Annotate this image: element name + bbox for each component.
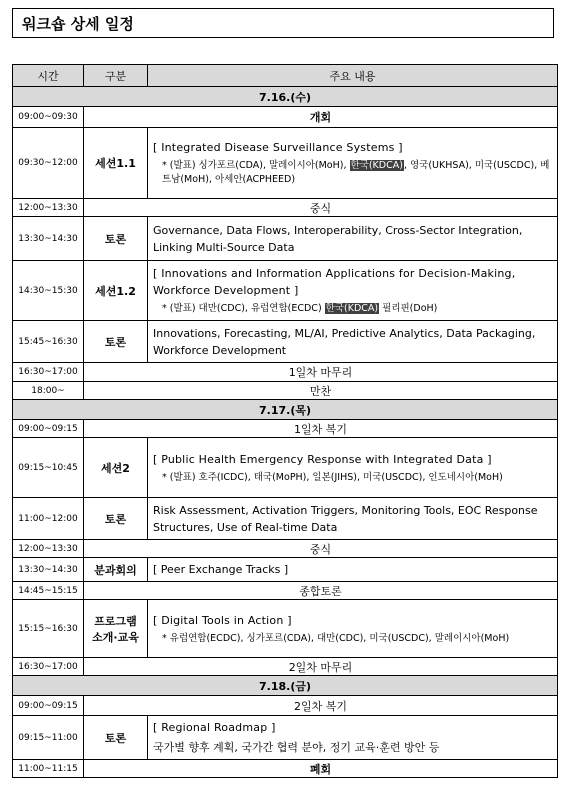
row-merged-content: 1일차 마무리 — [84, 363, 558, 382]
content-text: Risk Assessment, Activation Triggers, Monitoring Tools, EOC Response Structures, Use of Real-time Data — [153, 503, 538, 534]
row-time: 11:00~11:15 — [13, 760, 84, 778]
row-time: 09:00~09:15 — [13, 696, 84, 716]
row-time: 14:45~15:15 — [13, 582, 84, 600]
row-time: 14:30~15:30 — [13, 261, 84, 321]
presenters-prefix: * (발표) 대만(CDC), 유럽연합(ECDC) — [162, 303, 325, 314]
content-text-secondary: 국가별 향후 계획, 국가간 협력 분야, 정기 교육·훈련 방안 등 — [153, 741, 440, 754]
row-category — [84, 558, 148, 582]
header-time: 시간 — [13, 65, 84, 87]
day-date: 7.16.(수) — [13, 87, 558, 107]
schedule-body — [13, 87, 558, 778]
row-merged-content: 만찬 — [84, 382, 558, 400]
session-title: [ Digital Tools in Action ] — [153, 613, 292, 627]
row-time: 15:45~16:30 — [13, 321, 84, 363]
row-merged-content: 2일차 마무리 — [84, 658, 558, 676]
category-label: 토론 — [104, 512, 127, 526]
row-time: 16:30~17:00 — [13, 658, 84, 676]
schedule-row — [13, 107, 558, 128]
row-merged-content: 개회 — [84, 107, 558, 128]
schedule-row — [13, 217, 558, 261]
row-merged-content: 종합토론 — [84, 582, 558, 600]
row-content — [148, 716, 558, 760]
schedule-row — [13, 382, 558, 400]
presenters-suffix: , 영국(UKHSA), 미국(USCDC), 베트남(MoH), 아세안(ACPHEED) — [162, 160, 550, 185]
row-category — [84, 321, 148, 363]
schedule-row — [13, 716, 558, 760]
row-time: 13:30~14:30 — [13, 217, 84, 261]
schedule-table — [12, 64, 558, 778]
content-text: Innovations, Forecasting, ML/AI, Predictive Analytics, Data Packaging, Workforce Development — [153, 326, 536, 357]
row-merged-content: 중식 — [84, 199, 558, 217]
schedule-row — [13, 658, 558, 676]
row-category — [84, 600, 148, 658]
category-label: 세션1.1 — [95, 157, 136, 170]
schedule-row — [13, 363, 558, 382]
row-time: 12:00~13:30 — [13, 199, 84, 217]
row-content — [148, 558, 558, 582]
category-label: 토론 — [104, 232, 127, 246]
presenters-list — [153, 632, 553, 646]
schedule-row — [13, 199, 558, 217]
row-time: 09:00~09:15 — [13, 420, 84, 438]
row-category — [84, 261, 148, 321]
row-content — [148, 438, 558, 498]
day-row — [13, 87, 558, 107]
presenters-list — [153, 159, 553, 187]
row-category — [84, 716, 148, 760]
presenters-prefix: * 유럽연합(ECDC), 싱가포르(CDA), 대만(CDC), 미국(USCDC), 말레이시아(MoH) — [162, 632, 510, 644]
presenters-list — [153, 302, 553, 316]
category-label: 토론 — [104, 335, 127, 349]
row-content — [148, 217, 558, 261]
schedule-row — [13, 128, 558, 199]
schedule-row — [13, 420, 558, 438]
schedule-row — [13, 696, 558, 716]
row-time: 12:00~13:30 — [13, 540, 84, 558]
schedule-row — [13, 540, 558, 558]
row-merged-content: 1일차 복기 — [84, 420, 558, 438]
day-date: 7.18.(금) — [13, 676, 558, 696]
schedule-row — [13, 498, 558, 540]
session-title: [ Public Health Emergency Response with Integrated Data ] — [153, 452, 492, 466]
row-time: 11:00~12:00 — [13, 498, 84, 540]
session-title: [ Regional Roadmap ] — [153, 721, 276, 734]
row-time: 16:30~17:00 — [13, 363, 84, 382]
session-title: [ Integrated Disease Surveillance Systems ] — [153, 141, 403, 154]
row-content — [148, 600, 558, 658]
schedule-row — [13, 558, 558, 582]
session-title: [ Innovations and Information Applications for Decision-Making, Workforce Development ] — [153, 267, 516, 297]
highlighted-presenter: 한국(KDCA) — [350, 160, 403, 171]
schedule-row — [13, 438, 558, 498]
header-content: 주요 내용 — [148, 65, 558, 87]
day-date: 7.17.(목) — [13, 400, 558, 420]
row-category — [84, 217, 148, 261]
row-category — [84, 128, 148, 199]
highlighted-presenter: 한국(KDCA) — [325, 303, 379, 314]
category-label: 분과회의 — [94, 563, 137, 577]
row-merged-content: 2일차 복기 — [84, 696, 558, 716]
row-content — [148, 128, 558, 199]
row-time: 09:15~10:45 — [13, 438, 84, 498]
category-label: 세션2 — [101, 461, 130, 475]
page-title-box — [12, 8, 554, 38]
row-time: 15:15~16:30 — [13, 600, 84, 658]
row-content — [148, 261, 558, 321]
row-category — [84, 498, 148, 540]
row-merged-content: 중식 — [84, 540, 558, 558]
schedule-row — [13, 600, 558, 658]
day-row — [13, 400, 558, 420]
content-text: Governance, Data Flows, Interoperability, Cross-Sector Integration, Linking Multi-Source Data — [153, 223, 523, 254]
schedule-row — [13, 582, 558, 600]
row-content — [148, 498, 558, 540]
header-category: 구분 — [84, 65, 148, 87]
row-content — [148, 321, 558, 363]
category-label: 세션1.2 — [95, 284, 136, 298]
row-time: 09:00~09:30 — [13, 107, 84, 128]
row-time: 13:30~14:30 — [13, 558, 84, 582]
content-text: [ Peer Exchange Tracks ] — [153, 563, 289, 576]
schedule-row — [13, 760, 558, 778]
page-title: 워크숍 상세 일정 — [22, 15, 134, 33]
presenters-prefix: * (발표) 싱가포르(CDA), 말레이시아(MoH), — [162, 160, 350, 171]
category-label: 토론 — [104, 731, 127, 745]
row-time: 09:30~12:00 — [13, 128, 84, 199]
schedule-row — [13, 321, 558, 363]
schedule-row — [13, 261, 558, 321]
row-time: 09:15~11:00 — [13, 716, 84, 760]
presenters-prefix: * (발표) 호주(ICDC), 태국(MoPH), 일본(JIHS), 미국(USCDC), 인도네시아(MoH) — [162, 471, 503, 483]
row-merged-content: 폐회 — [84, 760, 558, 778]
row-category — [84, 438, 148, 498]
category-label: 프로그램 소개·교육 — [92, 614, 139, 644]
presenters-suffix: 필리핀(DoH) — [379, 303, 438, 314]
day-row — [13, 676, 558, 696]
table-header-row — [13, 65, 558, 87]
presenters-list — [153, 471, 553, 485]
row-time: 18:00~ — [13, 382, 84, 400]
